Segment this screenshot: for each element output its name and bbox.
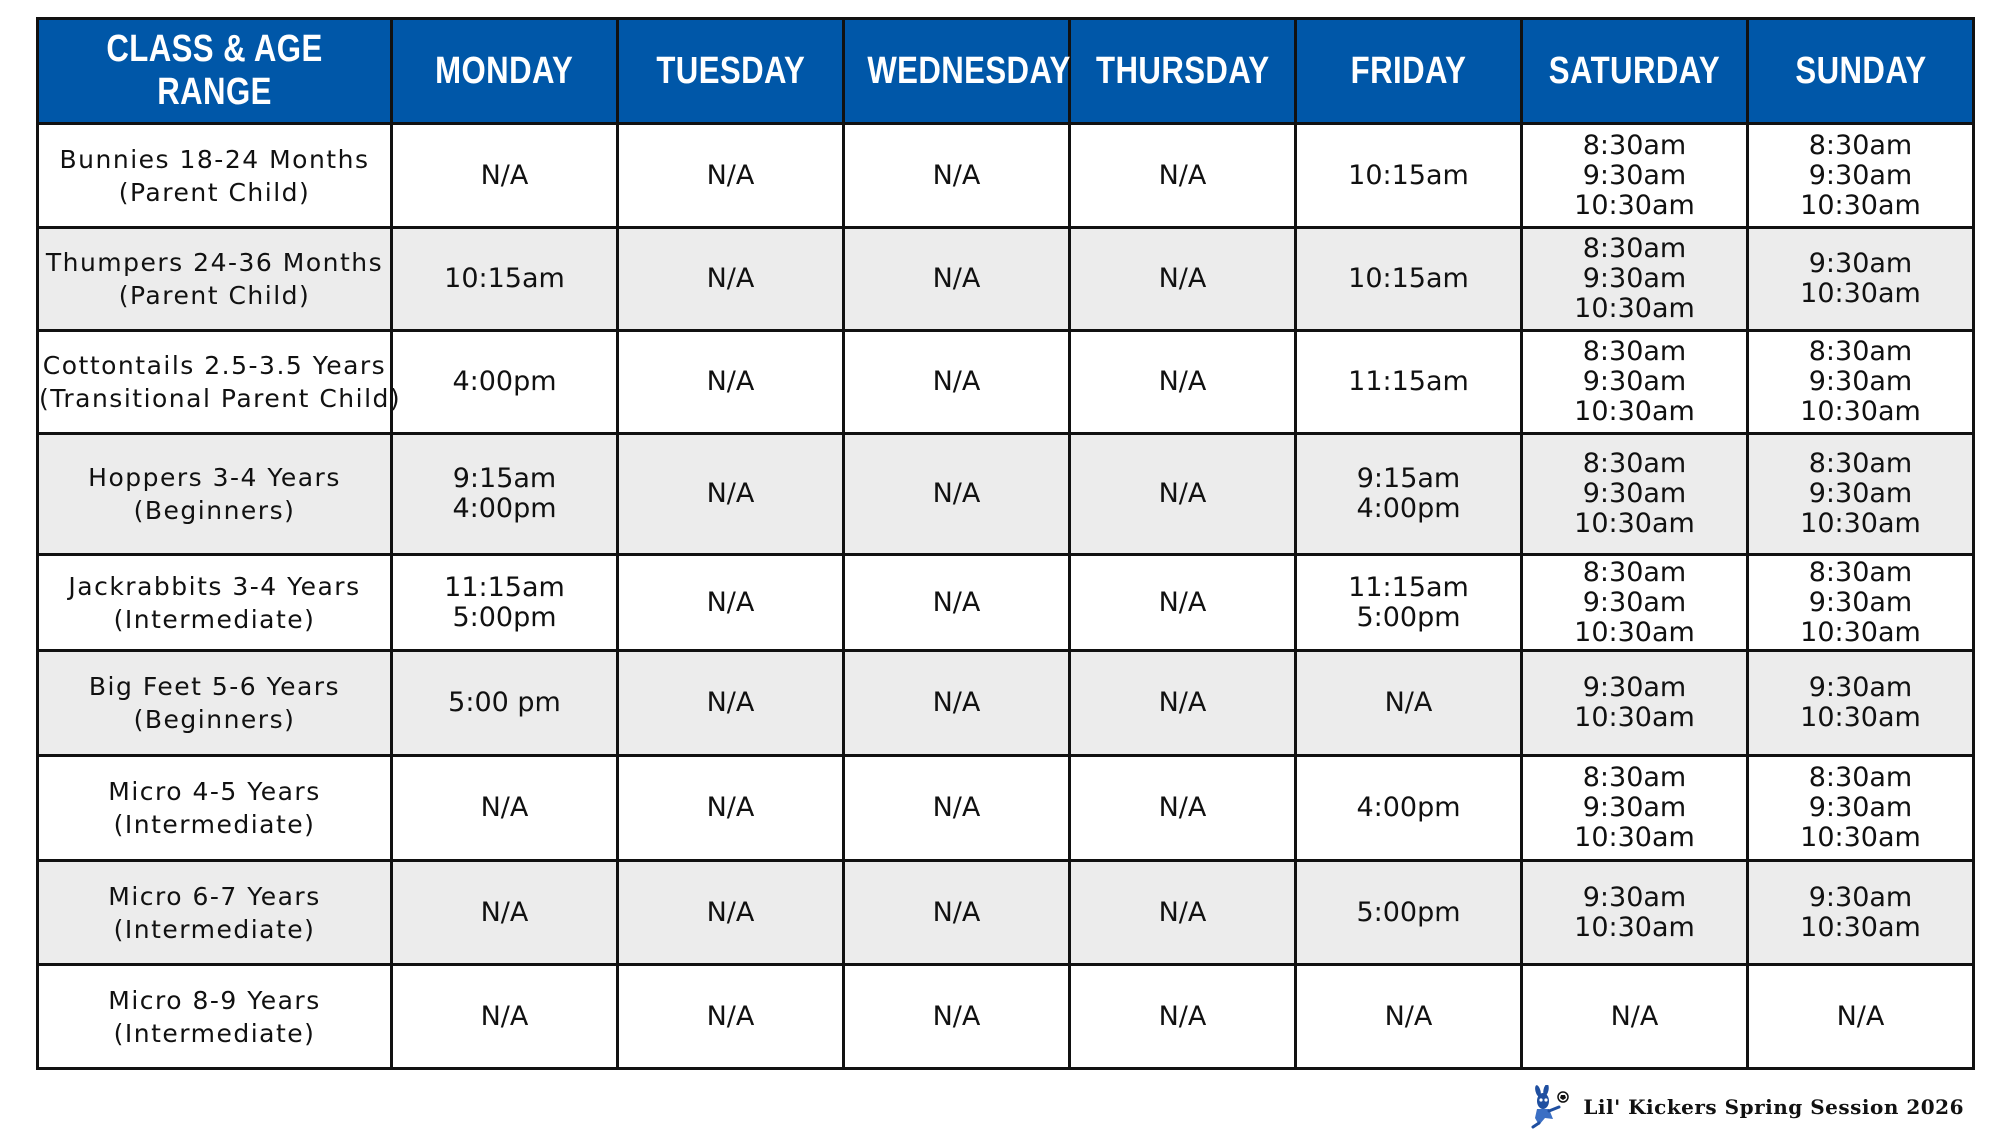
table-row <box>38 756 1974 861</box>
time-value: N/A <box>480 792 529 823</box>
time-value: 10:30am <box>1800 616 1921 648</box>
time-cell-monday <box>392 434 618 555</box>
class-name-line: (Beginners) <box>133 496 296 525</box>
time-value: 8:30am <box>1808 556 1913 588</box>
class-name-cell <box>38 756 392 861</box>
time-cell-friday <box>1296 124 1522 228</box>
class-name-cell <box>38 331 402 434</box>
time-value: N/A <box>1158 159 1207 191</box>
time-cell-thursday <box>1070 331 1296 434</box>
time-value: 9:30am <box>1582 672 1687 703</box>
time-value: N/A <box>706 366 755 397</box>
time-value: 8:30am <box>1582 336 1687 367</box>
table-row <box>38 651 1974 756</box>
schedule-table <box>36 17 1975 1070</box>
header-row <box>38 19 1974 124</box>
time-cell-wednesday <box>844 651 1070 756</box>
time-cell-tuesday <box>618 651 844 756</box>
time-cell-saturday <box>1522 651 1748 756</box>
time-value: 10:30am <box>1800 911 1921 943</box>
time-value: 8:30am <box>1808 448 1913 479</box>
time-value: 10:15am <box>444 263 565 294</box>
time-value: 5:00pm <box>452 601 557 633</box>
time-cell-monday <box>392 228 618 331</box>
time-value: 9:30am <box>1808 248 1913 279</box>
time-cell-thursday <box>1070 756 1296 861</box>
time-value: 10:30am <box>1574 293 1695 324</box>
time-cell-saturday <box>1522 434 1748 555</box>
time-cell-wednesday <box>844 331 1070 434</box>
time-cell-friday <box>1296 228 1522 331</box>
time-cell-saturday <box>1522 331 1748 434</box>
footer <box>1525 1085 1964 1129</box>
footer-session-title: Lil' Kickers Spring Session 2026 <box>1583 1095 1964 1119</box>
time-cell-monday <box>392 756 618 861</box>
time-value: N/A <box>706 159 755 191</box>
time-value: 9:30am <box>1808 672 1913 703</box>
table-row <box>38 434 1974 555</box>
time-value: N/A <box>932 366 981 397</box>
time-value: 5:00 pm <box>448 687 561 718</box>
table-row <box>38 124 1974 228</box>
time-cell-saturday <box>1522 228 1748 331</box>
time-cell-tuesday <box>618 756 844 861</box>
time-cell-monday <box>392 555 618 651</box>
header-sunday: SUNDAY <box>1748 19 1974 124</box>
time-cell-sunday <box>1748 965 1974 1069</box>
time-value: 9:30am <box>1808 478 1913 509</box>
time-cell-monday <box>392 651 618 756</box>
time-cell-friday <box>1296 756 1522 861</box>
class-name-cell <box>38 555 392 651</box>
time-cell-sunday <box>1748 651 1974 756</box>
time-value: 11:15am <box>444 571 565 603</box>
time-value: 8:30am <box>1808 336 1913 367</box>
schedule-body <box>38 124 1974 1069</box>
time-cell-saturday <box>1522 555 1748 651</box>
header-tuesday: TUESDAY <box>618 19 844 124</box>
time-value: N/A <box>932 478 981 509</box>
class-name-line: Hoppers 3-4 Years <box>88 463 341 492</box>
class-name-cell <box>38 434 392 555</box>
time-value: N/A <box>480 159 529 191</box>
time-cell-tuesday <box>618 434 844 555</box>
time-cell-monday <box>392 124 618 228</box>
time-cell-thursday <box>1070 555 1296 651</box>
table-row <box>38 555 1974 651</box>
time-cell-thursday <box>1070 124 1296 228</box>
header-monday: MONDAY <box>392 19 618 124</box>
time-value: N/A <box>706 478 755 509</box>
class-name-line: (Intermediate) <box>113 914 316 944</box>
time-cell-monday <box>392 331 618 434</box>
class-name-line: (Beginners) <box>133 705 296 734</box>
time-cell-friday <box>1296 861 1522 965</box>
time-cell-tuesday <box>618 228 844 331</box>
class-name-line: (Intermediate) <box>113 810 316 839</box>
time-value: 10:30am <box>1574 822 1695 853</box>
time-value: 8:30am <box>1582 556 1687 588</box>
time-cell-saturday <box>1522 965 1748 1069</box>
time-cell-sunday <box>1748 124 1974 228</box>
time-value: N/A <box>932 1000 981 1032</box>
time-value: N/A <box>1384 1000 1433 1032</box>
class-name-cell <box>38 651 392 756</box>
time-value: 10:30am <box>1800 396 1921 427</box>
time-cell-tuesday <box>618 861 844 965</box>
time-cell-friday <box>1296 555 1522 651</box>
header-class-age-range: CLASS & AGE RANGE <box>38 19 392 124</box>
table-row <box>38 861 1974 965</box>
class-name-line: (Transitional Parent Child) <box>39 384 402 413</box>
class-name-line: Cottontails 2.5-3.5 Years <box>42 351 387 380</box>
header-saturday: SATURDAY <box>1522 19 1748 124</box>
time-value: 10:30am <box>1800 189 1921 221</box>
time-value: N/A <box>932 896 981 928</box>
time-value: 9:30am <box>1808 586 1913 618</box>
class-name-line: Jackrabbits 3-4 Years <box>68 571 361 601</box>
class-name-line: (Intermediate) <box>113 604 316 634</box>
time-value: N/A <box>932 687 981 718</box>
time-value: 9:30am <box>1808 366 1913 397</box>
class-name-cell <box>38 861 392 965</box>
time-value: 9:15am <box>452 463 557 494</box>
time-value: 9:30am <box>1808 792 1913 823</box>
time-value: N/A <box>706 792 755 823</box>
time-value: 4:00pm <box>452 366 557 397</box>
time-value: 4:00pm <box>1356 792 1461 823</box>
table-row <box>38 965 1974 1069</box>
time-value: N/A <box>1610 1000 1659 1032</box>
time-cell-wednesday <box>844 555 1070 651</box>
time-value: 9:30am <box>1582 478 1687 509</box>
time-value: 4:00pm <box>1356 493 1461 524</box>
time-cell-wednesday <box>844 124 1070 228</box>
time-cell-saturday <box>1522 861 1748 965</box>
time-cell-sunday <box>1748 434 1974 555</box>
class-name-line: Big Feet 5-6 Years <box>88 672 341 701</box>
time-value: 10:30am <box>1574 189 1695 221</box>
time-cell-thursday <box>1070 861 1296 965</box>
time-cell-thursday <box>1070 434 1296 555</box>
class-name-cell <box>38 124 392 228</box>
time-value: 8:30am <box>1582 762 1687 793</box>
time-value: N/A <box>1158 586 1207 618</box>
time-value: 8:30am <box>1582 448 1687 479</box>
time-value: 5:00pm <box>1356 601 1461 633</box>
time-value: N/A <box>1158 366 1207 397</box>
time-value: 9:30am <box>1582 366 1687 397</box>
time-value: N/A <box>706 1000 755 1032</box>
time-value: N/A <box>1158 792 1207 823</box>
time-value: N/A <box>480 1000 529 1032</box>
kicker-mascot-icon <box>1525 1085 1569 1129</box>
time-value: 10:15am <box>1348 159 1469 191</box>
time-cell-sunday <box>1748 228 1974 331</box>
time-value: N/A <box>932 159 981 191</box>
time-value: N/A <box>1384 687 1433 718</box>
time-cell-wednesday <box>844 965 1070 1069</box>
class-name-line: Micro 4-5 Years <box>108 777 321 806</box>
time-value: N/A <box>706 586 755 618</box>
time-value: 8:30am <box>1808 762 1913 793</box>
time-cell-wednesday <box>844 434 1070 555</box>
time-value: 10:30am <box>1800 702 1921 733</box>
time-value: 5:00pm <box>1356 896 1461 928</box>
time-value: 10:15am <box>1348 263 1469 294</box>
time-value: N/A <box>1158 896 1207 928</box>
time-value: 11:15am <box>1348 571 1469 603</box>
time-cell-thursday <box>1070 228 1296 331</box>
time-value: 8:30am <box>1582 233 1687 264</box>
time-value: 4:00pm <box>452 493 557 524</box>
time-value: 9:15am <box>1356 463 1461 494</box>
time-value: 9:30am <box>1582 263 1687 294</box>
time-cell-thursday <box>1070 651 1296 756</box>
time-value: 10:30am <box>1574 396 1695 427</box>
time-value: 10:30am <box>1574 702 1695 733</box>
time-value: N/A <box>932 263 981 294</box>
time-cell-tuesday <box>618 124 844 228</box>
time-value: 11:15am <box>1348 366 1469 397</box>
table-row <box>38 228 1974 331</box>
time-cell-friday <box>1296 331 1522 434</box>
time-value: N/A <box>706 687 755 718</box>
time-value: 9:30am <box>1582 792 1687 823</box>
time-cell-monday <box>392 965 618 1069</box>
header-friday: FRIDAY <box>1296 19 1522 124</box>
time-cell-wednesday <box>844 756 1070 861</box>
class-name-line: (Parent Child) <box>118 281 311 310</box>
class-name-line: (Parent Child) <box>118 177 311 207</box>
time-value: 8:30am <box>1582 129 1687 161</box>
time-cell-sunday <box>1748 331 1974 434</box>
class-name-cell <box>38 965 392 1069</box>
time-value: 10:30am <box>1800 508 1921 539</box>
time-value: 10:30am <box>1574 616 1695 648</box>
header-wednesday: WEDNESDAY <box>844 19 1070 124</box>
time-cell-sunday <box>1748 861 1974 965</box>
class-name-line: Thumpers 24-36 Months <box>45 248 384 277</box>
time-cell-tuesday <box>618 555 844 651</box>
class-name-line: Bunnies 18-24 Months <box>59 144 370 174</box>
time-cell-saturday <box>1522 756 1748 861</box>
time-cell-saturday <box>1522 124 1748 228</box>
time-cell-sunday <box>1748 555 1974 651</box>
time-cell-thursday <box>1070 965 1296 1069</box>
header-thursday: THURSDAY <box>1070 19 1296 124</box>
time-value: 8:30am <box>1808 129 1913 161</box>
time-value: 10:30am <box>1800 278 1921 309</box>
time-value: 10:30am <box>1574 911 1695 943</box>
time-value: N/A <box>706 263 755 294</box>
time-value: 9:30am <box>1582 159 1687 191</box>
time-cell-wednesday <box>844 861 1070 965</box>
time-value: N/A <box>706 896 755 928</box>
class-name-line: (Intermediate) <box>113 1018 316 1048</box>
time-cell-sunday <box>1748 756 1974 861</box>
time-value: N/A <box>480 896 529 928</box>
time-cell-friday <box>1296 651 1522 756</box>
time-value: N/A <box>1158 1000 1207 1032</box>
time-value: 9:30am <box>1582 586 1687 618</box>
time-value: 9:30am <box>1582 881 1687 913</box>
time-cell-wednesday <box>844 228 1070 331</box>
time-cell-monday <box>392 861 618 965</box>
time-value: N/A <box>1158 687 1207 718</box>
time-cell-friday <box>1296 965 1522 1069</box>
time-cell-tuesday <box>618 965 844 1069</box>
time-cell-friday <box>1296 434 1522 555</box>
time-value: N/A <box>1158 263 1207 294</box>
time-value: N/A <box>1836 1000 1885 1032</box>
time-value: 9:30am <box>1808 881 1913 913</box>
time-value: N/A <box>932 792 981 823</box>
time-value: 10:30am <box>1574 508 1695 539</box>
time-cell-tuesday <box>618 331 844 434</box>
class-name-line: Micro 6-7 Years <box>108 881 321 911</box>
table-row <box>38 331 1974 434</box>
time-value: 9:30am <box>1808 159 1913 191</box>
class-name-line: Micro 8-9 Years <box>108 985 321 1015</box>
time-value: N/A <box>1158 478 1207 509</box>
time-value: N/A <box>932 586 981 618</box>
class-name-cell <box>38 228 392 331</box>
time-value: 10:30am <box>1800 822 1921 853</box>
